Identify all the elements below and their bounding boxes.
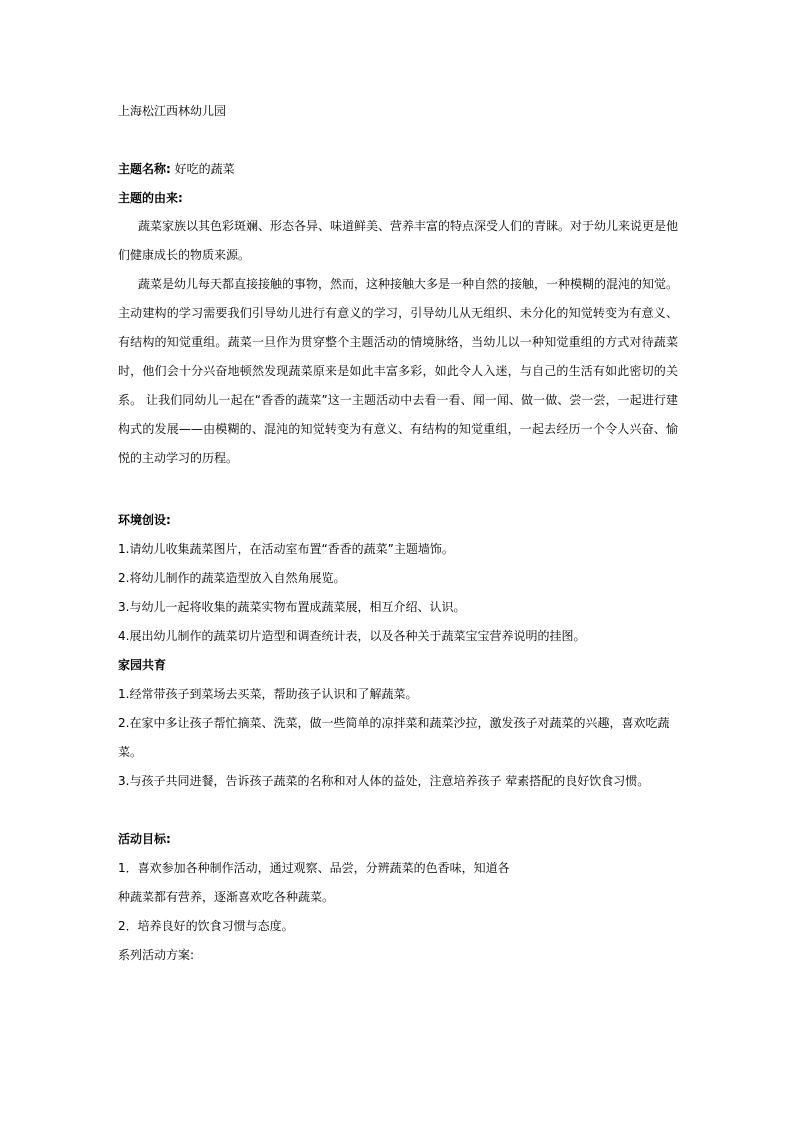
home-cooperation-heading: 家园共育 [118, 658, 167, 672]
home-item-1: 1.经常带孩子到菜场去买菜，帮助孩子认识和了解蔬菜。 [118, 687, 418, 701]
theme-origin-heading: 主题的由来: [118, 191, 183, 205]
goal-item-2: 2．培养良好的饮食习惯与态度。 [118, 919, 294, 933]
school-name: 上海松江西林幼儿园 [118, 104, 227, 118]
theme-name-label: 主题名称: [118, 162, 171, 176]
environment-heading: 环境创设: [118, 513, 171, 527]
goal-item-1-line-2: 种蔬菜都有营养，逐渐喜欢吃各种蔬菜。 [118, 890, 335, 904]
theme-origin-paragraph-1: 蔬菜家族以其色彩斑斓、形态各异、味道鲜美、营养丰富的特点深受人们的青睐。对于幼儿来说更是他们健康成长的物质来源。 [118, 219, 679, 262]
theme-name-line [118, 161, 235, 177]
theme-name-value: 好吃的蔬菜 [170, 162, 235, 176]
goal-item-1-line-1: 1．喜欢参加各种制作活动，通过观察、品尝，分辨蔬菜的色香味，知道各 [118, 861, 510, 875]
environment-item-3: 3.与幼儿一起将收集的蔬菜实物布置成蔬菜展，相互介绍、认识。 [118, 600, 466, 614]
series-activity-heading: 系列活动方案: [118, 948, 195, 962]
environment-item-4: 4.展出幼儿制作的蔬菜切片造型和调查统计表，以及各种关于蔬菜宝宝营养说明的挂图。 [118, 629, 586, 643]
environment-item-1: 1.请幼儿收集蔬菜图片，在活动室布置“香香的蔬菜”主题墙饰。 [118, 542, 454, 556]
home-item-3: 3.与孩子共同进餐，告诉孩子蔬菜的名称和对人体的益处，注意培养孩子 荤素搭配的良好饮食习惯。 [118, 774, 650, 788]
goals-heading: 活动目标: [118, 832, 171, 846]
environment-item-2: 2.将幼儿制作的蔬菜造型放入自然角展览。 [118, 571, 346, 585]
theme-origin-paragraph-2: 蔬菜是幼儿每天都直接接触的事物，然而，这种接触大多是一种自然的接触，一种模糊的混沌的知觉。主动建构的学习需要我们引导幼儿进行有意义的学习，引导幼儿从无组织、未分化的知觉转变为有意义、有结构的知觉重组。蔬菜一旦作为贯穿整个主题活动的情境脉络，当幼儿以一种知觉重组的方式对待蔬菜时，他们会十分兴奋地顿然发现蔬菜原来是如此丰富多彩，如此令人入迷，与自己的生活有如此密切的关系。 让我们同幼儿一起在“香香的蔬菜”这一主题活动中去看一看、闻一闻、做一做、尝一尝，一起进行建构式的发展——由模糊的、混沌的知觉转变为有意义、有结构的知觉重组，一起去经历一个令人兴奋、愉悦的主动学习的历程。 [118, 277, 679, 465]
home-item-2-line-1: 2.在家中多让孩子帮忙摘菜、洗菜，做一些简单的凉拌菜和蔬菜沙拉，激发孩子对蔬菜的兴趣，喜欢吃蔬 [118, 716, 670, 730]
home-item-2-line-2: 菜。 [118, 745, 143, 759]
